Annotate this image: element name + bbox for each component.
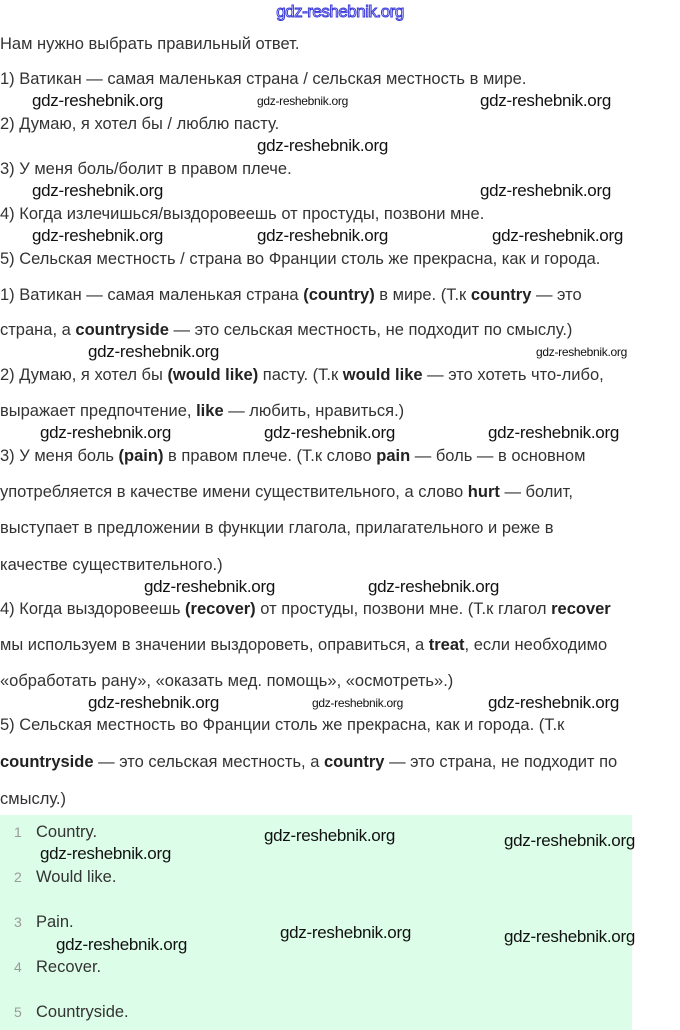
- text-line: [0, 518, 554, 538]
- text-segment: страна, а: [0, 321, 76, 339]
- watermark: gdz-reshebnik.org: [88, 342, 219, 361]
- text-line: [0, 715, 564, 735]
- watermark: gdz-reshebnik.org: [257, 136, 388, 155]
- watermark: gdz-reshebnik.org: [257, 226, 388, 245]
- site-title: gdz-reshebnik.org: [276, 2, 404, 21]
- answer-number: 3: [14, 914, 22, 930]
- text-segment: 3) У меня боль: [0, 447, 119, 465]
- text-segment: — это хотеть что-либо,: [422, 366, 604, 384]
- text-segment: — это сельская местность, не подходит по смыслу.): [168, 321, 573, 339]
- bold-term: (pain): [118, 447, 164, 465]
- text-segment: 2) Думаю, я хотел бы / люблю пасту.: [0, 115, 280, 133]
- text-line: [0, 752, 617, 772]
- answer-number: 5: [14, 1004, 22, 1020]
- text-segment: — боль — в основном: [410, 447, 586, 465]
- answer-text: Would like.: [36, 868, 117, 886]
- text-line: [0, 34, 299, 54]
- text-segment: качестве существительного.): [0, 556, 223, 574]
- text-line: [0, 159, 292, 179]
- text-line: [0, 671, 453, 691]
- bold-term: country: [323, 753, 385, 771]
- bold-term: hurt: [467, 483, 500, 501]
- text-line: [0, 114, 279, 134]
- text-segment: 2) Думаю, я хотел бы: [0, 366, 168, 384]
- text-line: [0, 635, 607, 655]
- text-line: [0, 599, 611, 619]
- text-line: [0, 789, 66, 809]
- bold-term: (would like): [167, 366, 259, 384]
- watermark: gdz-reshebnik.org: [480, 181, 611, 200]
- watermark: gdz-reshebnik.org: [480, 91, 611, 110]
- text-segment: , если необходимо: [464, 636, 608, 654]
- watermark: gdz-reshebnik.org: [280, 923, 411, 942]
- watermark: gdz-reshebnik.org: [488, 693, 619, 712]
- watermark: gdz-reshebnik.org: [144, 577, 275, 596]
- watermark: gdz-reshebnik.org: [488, 423, 619, 442]
- answer-text: Recover.: [36, 958, 102, 976]
- text-line: [0, 365, 604, 385]
- text-line: [0, 320, 572, 340]
- text-segment: 3) У меня боль/болит в правом плече.: [0, 160, 292, 178]
- text-segment: 1) Ватикан — самая маленькая страна: [0, 286, 304, 304]
- bold-term: treat: [428, 636, 465, 654]
- text-segment: — любить, нравиться.): [223, 402, 405, 420]
- text-line: [0, 401, 404, 421]
- text-line: [0, 249, 600, 269]
- text-line: [0, 69, 526, 89]
- bold-term: would like: [342, 366, 423, 384]
- text-line: [0, 555, 223, 575]
- bold-term: recover: [551, 600, 611, 618]
- text-segment: 5) Сельская местность / страна во Франции столь же прекрасна, как и города.: [0, 250, 601, 268]
- text-line: [0, 285, 582, 305]
- bold-term: (country): [303, 286, 375, 304]
- watermark: gdz-reshebnik.org: [264, 826, 395, 845]
- text-segment: пасту. (Т.к: [258, 366, 343, 384]
- text-segment: — это: [531, 286, 582, 304]
- text-segment: 1) Ватикан — самая маленькая страна / сельская местность в мире.: [0, 70, 527, 88]
- text-segment: Нам нужно выбрать правильный ответ.: [0, 35, 300, 53]
- watermark: gdz-reshebnik.org: [264, 423, 395, 442]
- watermark: gdz-reshebnik.org: [32, 181, 163, 200]
- text-segment: выступает в предложении в функции глагола, прилагательного и реже в: [0, 519, 554, 537]
- bold-term: like: [196, 402, 224, 420]
- bold-term: countryside: [75, 321, 169, 339]
- watermark: gdz-reshebnik.org: [32, 91, 163, 110]
- watermark: gdz-reshebnik.org: [504, 831, 635, 850]
- watermark: gdz-reshebnik.org: [368, 577, 499, 596]
- answer-text: Country.: [36, 823, 98, 841]
- watermark: gdz-reshebnik.org: [32, 226, 163, 245]
- text-segment: в мире. (Т.к: [374, 286, 471, 304]
- watermark: gdz-reshebnik.org: [56, 935, 187, 954]
- text-segment: — болит,: [499, 483, 573, 501]
- bold-term: pain: [376, 447, 411, 465]
- watermark: gdz-reshebnik.org: [40, 844, 171, 863]
- bold-term: (recover): [185, 600, 256, 618]
- text-segment: от простуды, позвони мне. (Т.к глагол: [255, 600, 552, 618]
- text-segment: 4) Когда выздоровеешь: [0, 600, 186, 618]
- text-segment: в правом плече. (Т.к слово: [163, 447, 377, 465]
- text-segment: выражает предпочтение,: [0, 402, 197, 420]
- watermark: gdz-reshebnik.org: [88, 693, 219, 712]
- watermark: gdz-reshebnik.org: [536, 345, 627, 359]
- watermark: gdz-reshebnik.org: [504, 927, 635, 946]
- text-segment: — это страна, не подходит по: [384, 753, 618, 771]
- text-line: [0, 204, 484, 224]
- answer-number: 1: [14, 824, 22, 840]
- text-segment: — это сельская местность, а: [93, 753, 324, 771]
- watermark: gdz-reshebnik.org: [40, 423, 171, 442]
- answer-number: 4: [14, 959, 22, 975]
- answer-text: Pain.: [36, 913, 74, 931]
- text-segment: 4) Когда излечишься/выздоровеешь от простуды, позвони мне.: [0, 205, 485, 223]
- text-segment: мы используем в значении выздороветь, оправиться, а: [0, 636, 429, 654]
- text-segment: 5) Сельская местность во Франции столь же прекрасна, как и города. (Т.к: [0, 716, 565, 734]
- watermark: gdz-reshebnik.org: [492, 226, 623, 245]
- text-line: [0, 482, 573, 502]
- watermark: gdz-reshebnik.org: [312, 696, 403, 710]
- watermark: gdz-reshebnik.org: [257, 94, 348, 108]
- bold-term: countryside: [0, 753, 94, 771]
- text-segment: употребляется в качестве имени существительного, а слово: [0, 483, 468, 501]
- text-line: [0, 446, 585, 466]
- answer-text: Countryside.: [36, 1003, 129, 1021]
- text-segment: смыслу.): [0, 790, 67, 808]
- bold-term: country: [470, 286, 532, 304]
- answer-number: 2: [14, 869, 22, 885]
- text-segment: «обработать рану», «оказать мед. помощь», «осмотреть».): [0, 672, 454, 690]
